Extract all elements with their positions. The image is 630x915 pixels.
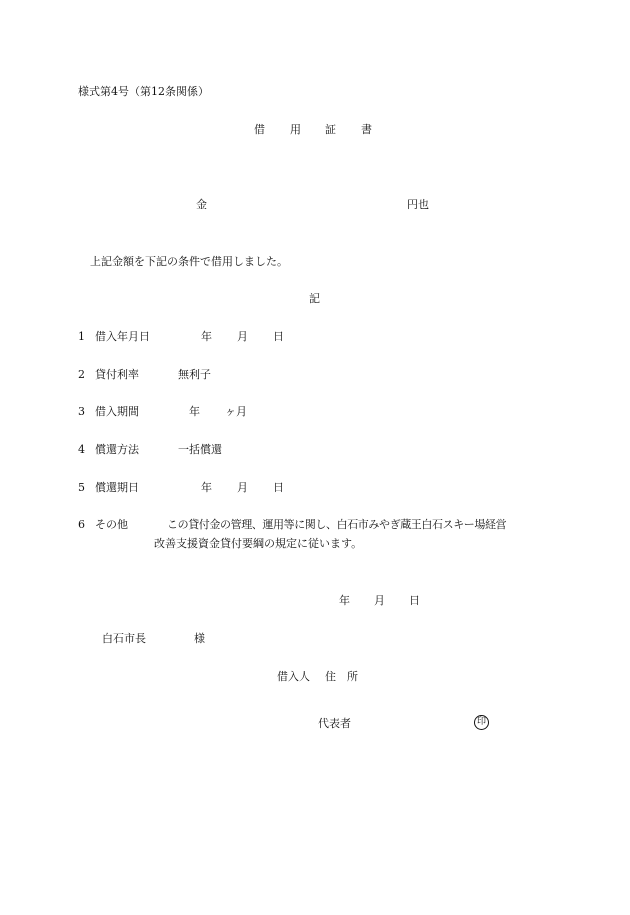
item-value-part: 年 xyxy=(201,481,212,494)
borrower-label: 借入人 xyxy=(277,670,310,683)
title-char: 用 xyxy=(290,123,301,136)
item-label: 償還期日 xyxy=(95,481,139,494)
item-value-part: 日 xyxy=(273,481,284,494)
seal-mark: 印 xyxy=(474,715,489,730)
representative-label: 代表者 xyxy=(318,717,351,730)
item-label: 借入期間 xyxy=(95,405,139,418)
item-label: 貸付利率 xyxy=(95,368,139,381)
item-value-part: 年 xyxy=(201,330,212,343)
date-part: 月 xyxy=(374,594,385,607)
item-value-line: この貸付金の管理、運用等に関し、白石市みやぎ蔵王白石スキー場経営 xyxy=(167,518,507,531)
item-number: 3 xyxy=(78,405,85,418)
item-value: 一括償還 xyxy=(178,443,222,456)
item-value: 無利子 xyxy=(178,368,211,381)
date-part: 年 xyxy=(339,594,350,607)
item-number: 5 xyxy=(78,481,85,494)
title-char: 証 xyxy=(325,123,336,136)
amount-suffix: 円也 xyxy=(407,198,429,211)
item-label: 償還方法 xyxy=(95,443,139,456)
title-char: 借 xyxy=(254,123,265,136)
item-number: 2 xyxy=(78,368,85,381)
item-value-part: 日 xyxy=(273,330,284,343)
item-value-part: 年 xyxy=(189,405,200,418)
addressee-honorific: 様 xyxy=(194,632,205,645)
item-value-part: ヶ月 xyxy=(225,405,247,418)
item-label: その他 xyxy=(95,518,128,531)
borrower-address-label: 住 所 xyxy=(325,670,358,683)
intro-text: 上記金額を下記の条件で借用しました。 xyxy=(90,255,288,268)
ki-heading: 記 xyxy=(309,292,320,305)
item-number: 4 xyxy=(78,443,85,456)
form-number: 様式第4号（第12条関係） xyxy=(78,85,209,98)
date-part: 日 xyxy=(409,594,420,607)
addressee-name: 白石市長 xyxy=(102,632,146,645)
item-value-part: 月 xyxy=(237,481,248,494)
item-label: 借入年月日 xyxy=(95,330,150,343)
item-value-part: 月 xyxy=(237,330,248,343)
item-number: 1 xyxy=(78,330,85,343)
amount-prefix: 金 xyxy=(196,198,207,211)
item-number: 6 xyxy=(78,518,85,531)
title-char: 書 xyxy=(361,123,372,136)
item-value-line: 改善支援資金貸付要綱の規定に従います。 xyxy=(154,537,363,550)
